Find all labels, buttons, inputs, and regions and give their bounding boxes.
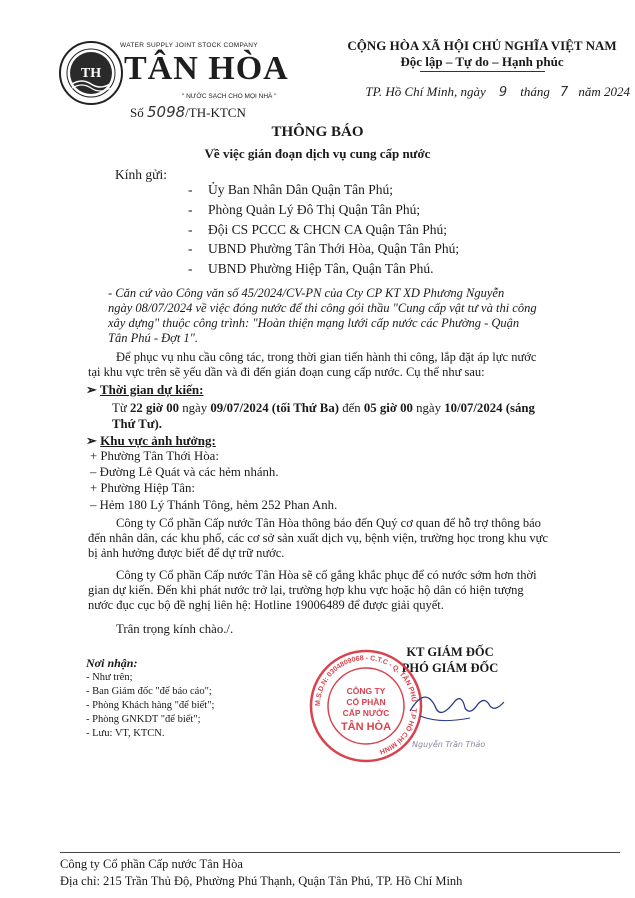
notice-paragraph-2: Công ty Cổ phần Cấp nước Tân Hòa sẽ cố gắng khắc phục để có nước sớm hơn thời gian dự kiến. Đến khi phát nước trở lại, trường hợp khu vực hoặc hộ dân có hiện tượng nước đục cục bộ đề nghị liên hệ: Hotline 19006489 để được giải quyết. — [88, 568, 537, 612]
logo-slogan: " NƯỚC SẠCH CHO MỌI NHÀ " — [182, 93, 277, 100]
footer-divider — [60, 852, 620, 853]
area-street: – Đường Lê Quát và các hẻm nhánh. — [90, 465, 279, 479]
intro-paragraph: Để phục vụ nhu cầu công tác, trong thời gian tiến hành thi công, lắp đặt áp lực nước tại khu vực trên sẽ yếu dần và đi đến gián đoạn cung cấp nước. Cụ thể như sau: — [88, 350, 537, 379]
recipient-item: - Đội CS PCCC & CHCN CA Quận Tân Phú; — [188, 222, 448, 237]
stamp-line: CỔ PHẦN — [346, 697, 386, 707]
basis-paragraph: - Căn cứ vào Công văn số 45/2024/CV-PN của Cty CP KT XD Phương Nguyễn ngày 08/07/2024 về việc đóng nước để thi công gói thầu "Cung cấp vật tư và thi công xây dựng" thuộc công trình: "Hoàn thiện mạng lưới cấp nước các Phường - Quận Tân Phú - Đợt 1". — [108, 286, 537, 345]
document-number-value: 5098 — [146, 103, 186, 121]
stamp-ring-text: M.S.D.N: 0304809068 - C.T.C - Q. TÂN PHÚ - T.P HỒ CHÍ MINH — [314, 654, 418, 755]
time-range: Từ 22 giờ 00 ngày 09/07/2024 (tối Thứ Ba) đến 05 giờ 00 ngày 10/07/2024 (sáng — [112, 401, 535, 415]
signer-name: Nguyễn Trần Thảo — [412, 740, 486, 749]
footer-company: Công ty Cổ phần Cấp nước Tân Hòa — [60, 857, 243, 871]
closing-greeting: Trân trọng kính chào./. — [116, 622, 234, 636]
recipients-item: - Ban Giám đốc "để báo cáo"; — [86, 686, 212, 697]
recipient-item: - UBND Phường Tân Thới Hòa, Quận Tân Phú; — [188, 241, 460, 256]
date-day: 9 — [498, 85, 508, 100]
date-month: 7 — [559, 85, 569, 100]
document-title: THÔNG BÁO — [271, 124, 364, 140]
company-logo — [58, 40, 318, 110]
area-ward: + Phường Tân Thới Hòa: — [90, 449, 219, 463]
document-subtitle: Về việc gián đoạn dịch vụ cung cấp nước — [204, 146, 431, 161]
stamp-line: CÔNG TY — [346, 686, 386, 696]
recipient-item: - Ủy Ban Nhân Dân Quận Tân Phú; — [188, 182, 393, 197]
time-range-cont: Thứ Tư). — [112, 417, 162, 431]
motto-underline — [420, 71, 545, 72]
national-motto: Độc lập – Tự do – Hạnh phúc — [400, 54, 564, 69]
national-title: CỘNG HÒA XÃ HỘI CHỦ NGHĨA VIỆT NAM — [347, 38, 617, 53]
recipients-item: - Như trên; — [86, 672, 133, 683]
time-section-heading: ➢ Thời gian dự kiến: — [86, 382, 204, 397]
greeting: Kính gửi: — [115, 167, 167, 182]
recipients-item: - Phòng Khách hàng "để biết"; — [86, 700, 215, 711]
stamp-line: CẤP NƯỚC — [342, 708, 390, 718]
handwritten-signature-icon — [400, 676, 510, 736]
stamp-line: TÂN HÒA — [340, 721, 392, 733]
notice-paragraph-1: Công ty Cổ phần Cấp nước Tân Hòa thông báo đến Quý cơ quan để hỗ trợ thông báo đến nhân dân, các khu phố, các cơ sở sản xuất dịch vụ, bệnh viện, trường học trong khu vực bị ảnh hưởng được biết để dự trữ nước. — [88, 516, 548, 560]
recipients-heading: Nơi nhận: — [86, 656, 138, 670]
area-section-heading: ➢ Khu vực ảnh hưởng: — [86, 433, 216, 448]
area-ward: + Phường Hiệp Tân: — [90, 481, 195, 495]
recipients-item: - Lưu: VT, KTCN. — [86, 728, 165, 739]
recipient-item: - Phòng Quản Lý Đô Thị Quận Tân Phú; — [188, 202, 421, 217]
footer-address: Địa chỉ: 215 Trần Thủ Độ, Phường Phú Thạnh, Quận Tân Phú, TP. Hồ Chí Minh — [60, 874, 463, 888]
document-number: Số 5098/TH-KTCN — [130, 103, 246, 121]
logo-top-text: WATER SUPPLY JOINT STOCK COMPANY — [120, 42, 258, 49]
document-date: TP. Hồ Chí Minh, ngày 9 tháng 7 năm 2024 — [365, 84, 630, 100]
logo-emblem-icon — [58, 40, 124, 106]
logo-name: TÂN HÒA — [124, 50, 289, 87]
area-street: – Hẻm 180 Lý Thánh Tông, hẻm 252 Phan Anh. — [90, 498, 338, 512]
svg-text:TH: TH — [80, 66, 102, 81]
recipients-item: - Phòng GNKDT "để biết"; — [86, 714, 201, 725]
recipient-item: - UBND Phường Hiệp Tân, Quận Tân Phú. — [188, 261, 434, 276]
signature-title: KT GIÁM ĐỐC PHÓ GIÁM ĐỐC — [401, 645, 499, 675]
